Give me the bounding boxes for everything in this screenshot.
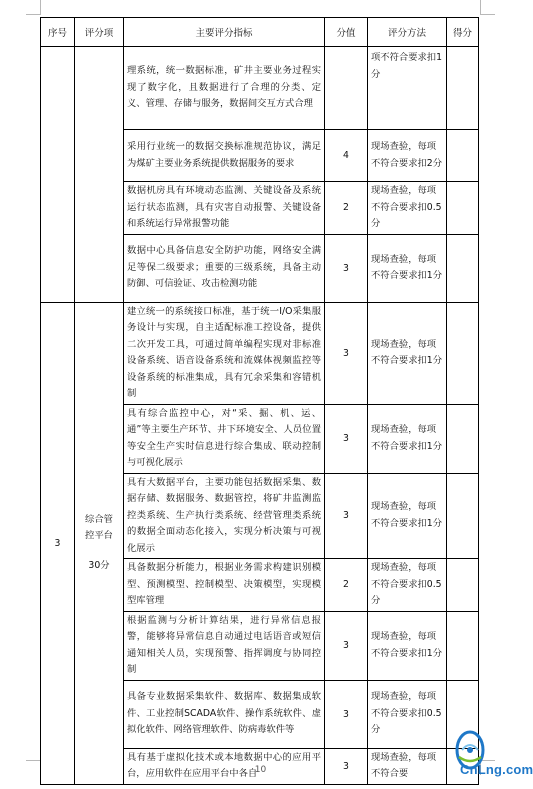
score-cell: 2: [325, 559, 368, 612]
result-cell: [447, 611, 479, 680]
indicator-cell: 具有综合监控中心，对“采、掘、机、运、通”等主要生产环节、井下环境安全、人员位置等安全生产实时信息进行综合集成、联动控制与可视化展示: [124, 404, 325, 473]
score-cell: 3: [325, 680, 368, 748]
header-item: 评分项: [75, 18, 124, 47]
score-cell: 2: [325, 182, 368, 235]
method-cell: 现场查验，每项不符合要求扣0.5分: [368, 182, 447, 235]
item-name: 综合管控平台: [85, 514, 113, 541]
result-cell: [447, 130, 479, 182]
indicator-cell: 具备数据分析能力，根据业务需求构建识别模型、预测模型、控制模型、决策模型，实现模型库管理: [124, 559, 325, 612]
method-cell: 项不符合要求扣1分: [368, 47, 447, 130]
indicator-cell: 具有基于虚拟化技术或本地数据中心的应用平台，应用软件在应用平台中各自: [124, 748, 325, 784]
header-result: 得分: [447, 18, 479, 47]
result-cell: [447, 473, 479, 559]
header-score: 分值: [325, 18, 368, 47]
result-cell: [447, 559, 479, 612]
indicator-cell: 建立统一的系统接口标准，基于统一I/O采集服务设计与实现，自主适配标准工控设备，提供二次开发工具，可通过简单编程实现对非标准设备系统、语音设备系统和流媒体视频监控等设备系统的标准集成，具有冗余采集和容错机制: [124, 302, 325, 404]
watermark-logo: [432, 724, 533, 786]
indicator-cell: 具有大数据平台，主要功能包括数据采集、数据存储、数据服务、数据管控，将矿井监测监控类系统、生产执行类系统、经营管理类系统的数据全面动态化接入，实现分析决策与可视化展示: [124, 473, 325, 559]
item-cell: [75, 302, 124, 784]
score-cell: 3: [325, 302, 368, 404]
result-cell: [447, 302, 479, 404]
indicator-cell: 采用行业统一的数据交换标准规范协议，满足为煤矿主要业务系统提供数据服务的要求: [124, 130, 325, 182]
crop-mark-top-left: [26, 0, 41, 15]
indicator-cell: 根据监测与分析计算结果，进行异常信息报警，能够将异常信息自动通过电话语音或短信通知相关人员，实现预警、指挥调度与协同控制: [124, 611, 325, 680]
indicator-cell: 具备专业数据采集软件、数据库、数据集成软件、工业控制SCADA软件、操作系统软件、虚拟化软件、网络管理软件、防病毒软件等: [124, 680, 325, 748]
indicator-cell: 数据机房具有环境动态监测、关键设备及系统运行状态监测，具有灾害自动报警、关键设备和系统运行异常报警功能: [124, 182, 325, 235]
watermark-text: CnLng.com: [460, 762, 533, 777]
method-cell: 现场查验，每项不符合要求扣1分: [368, 234, 447, 302]
score-cell: 3: [325, 611, 368, 680]
method-cell: 现场查验，每项不符合要: [368, 748, 447, 784]
header-indicator: 主要评分指标: [124, 18, 325, 47]
seq-cell: 3: [41, 302, 75, 784]
item-points: 30分: [88, 560, 110, 571]
scoring-table: [40, 17, 479, 785]
indicator-cell: 数据中心具备信息安全防护功能，网络安全满足等保二级要求；重要的三级系统，具备主动防御、可信验证、攻击检测功能: [124, 234, 325, 302]
method-cell: 现场查验，每项不符合要求扣1分: [368, 473, 447, 559]
result-cell: [447, 234, 479, 302]
result-cell: [447, 404, 479, 473]
item-cell-previous: [75, 47, 124, 303]
score-cell: 3: [325, 748, 368, 784]
result-cell: [447, 47, 479, 130]
method-cell: 现场查验，每项不符合要求扣2分: [368, 130, 447, 182]
seq-cell-previous: [41, 47, 75, 303]
score-cell: 3: [325, 473, 368, 559]
score-cell: 3: [325, 234, 368, 302]
crop-mark-top-right: [480, 0, 495, 15]
table-header-row: [41, 18, 479, 47]
header-seq: 序号: [41, 18, 75, 47]
score-cell: [325, 47, 368, 130]
result-cell: [447, 182, 479, 235]
table-row: [41, 47, 479, 130]
header-method: 评分方法: [368, 18, 447, 47]
method-cell: 现场查验，每项不符合要求扣1分: [368, 302, 447, 404]
score-cell: 4: [325, 130, 368, 182]
score-cell: 3: [325, 404, 368, 473]
table-row: [41, 302, 479, 404]
indicator-cell: 理系统，统一数据标准，矿井主要业务过程实现了数字化，且数据进行了合理的分类、定义、管理、存储与服务，数据间交互方式合理: [124, 47, 325, 130]
page-number: 10: [254, 765, 267, 775]
method-cell: 现场查验，每项不符合要求扣1分: [368, 404, 447, 473]
method-cell: 现场查验，每项不符合要求扣1分: [368, 611, 447, 680]
method-cell: 现场查验，每项不符合要求扣0.5分: [368, 680, 447, 748]
method-cell: 现场查验，每项不符合要求扣0.5分: [368, 559, 447, 612]
